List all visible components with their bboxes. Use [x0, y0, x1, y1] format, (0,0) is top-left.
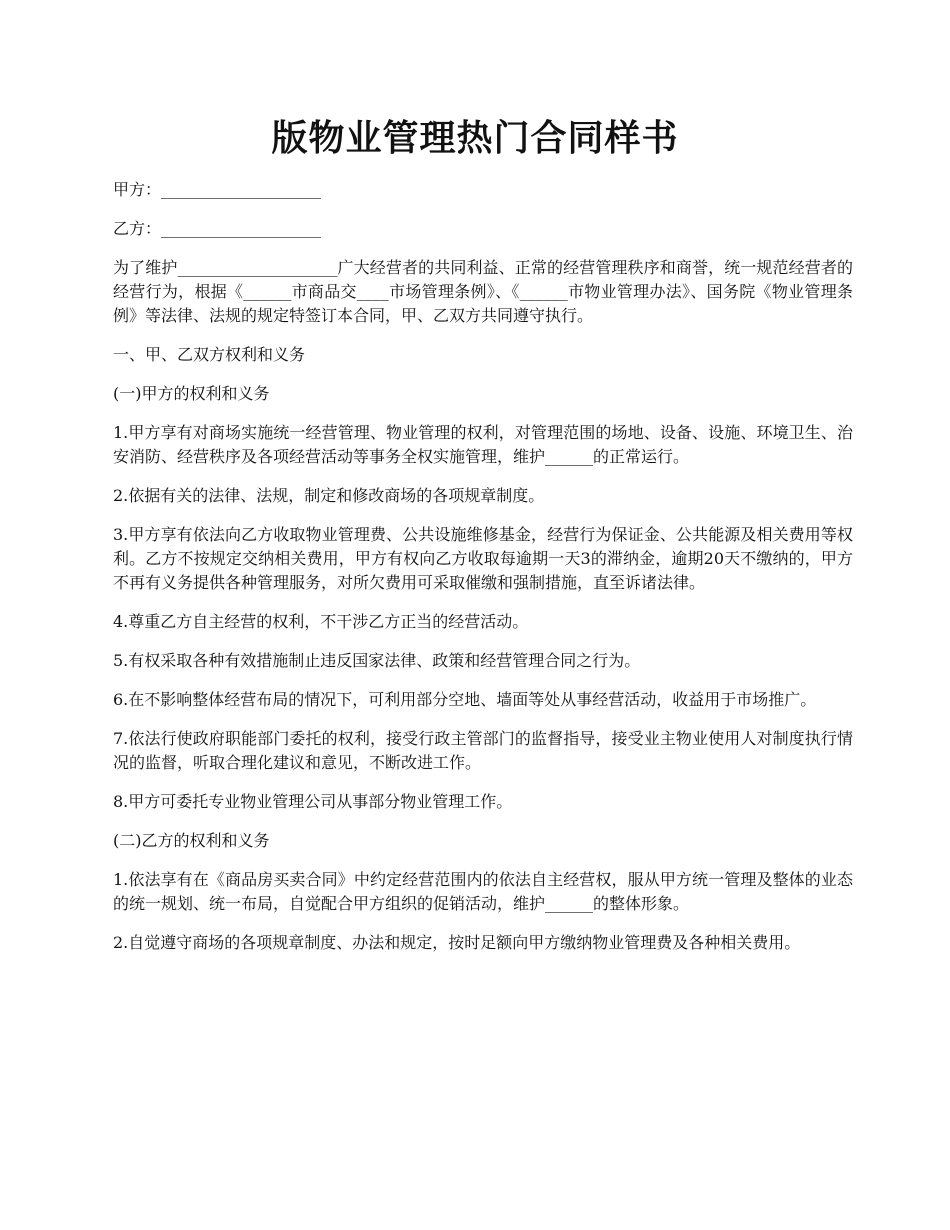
subsection-heading-party-a: (一)甲方的权利和义务 [113, 384, 270, 403]
document-title: 版物业管理热门合同样书 [271, 117, 679, 159]
party-a-line: 甲方：____________________ [113, 180, 322, 199]
clause-b-1: 1.依法享有在《商品房买卖合同》中约定经营范围内的依法自主经营权，服从甲方统一管理及整体的业态的统一规划、统一布局，自觉配合甲方组织的促销活动，维护______的整体形象。 [113, 870, 853, 913]
clause-a-4: 4.尊重乙方自主经营的权利，不干涉乙方正当的经营活动。 [113, 612, 529, 631]
clause-a-5: 5.有权采取各种有效措施制止违反国家法律、政策和经营管理合同之行为。 [113, 651, 641, 670]
clause-a-3: 3.甲方享有依法向乙方收取物业管理费、公共设施维修基金，经营行为保证金、公共能源及相关费用等权利。乙方不按规定交纳相关费用，甲方有权向乙方收取每逾期一天3的滞纳金，逾期20天不缴纳的，甲方不再有义务提供各种管理服务，对所欠费用可采取催缴和强制措施，直至诉诸法律。 [113, 525, 853, 592]
party-b-line: 乙方：____________________ [113, 219, 322, 238]
clause-b-2: 2.自觉遵守商场的各项规章制度、办法和规定，按时足额向甲方缴纳物业管理费及各种相关费用。 [113, 933, 801, 952]
clause-a-2: 2.依据有关的法律、法规，制定和修改商场的各项规章制度。 [113, 486, 545, 505]
clause-a-8: 8.甲方可委托专业物业管理公司从事部分物业管理工作。 [113, 792, 513, 811]
preamble-paragraph: 为了维护____________________广大经营者的共同利益、正常的经营管理秩序和商誉，统一规范经营者的经营行为，根据《______市商品交____市场管理条例》、《______市物业管理办法》、国务院《物业管理条例》等法律、法规的规定特签订本合同，甲、乙双方共同遵守执行。 [113, 258, 853, 325]
subsection-heading-party-b: (二)乙方的权利和义务 [113, 831, 270, 850]
section-heading-rights-obligations: 一、甲、乙双方权利和义务 [113, 345, 306, 364]
document-body [113, 178, 853, 970]
clause-a-6: 6.在不影响整体经营布局的情况下，可利用部分空地、墙面等处从事经营活动，收益用于市场推广。 [113, 690, 817, 709]
clause-a-7: 7.依法行使政府职能部门委托的权利，接受行政主管部门的监督指导，接受业主物业使用人对制度执行情况的监督，听取合理化建议和意见，不断改进工作。 [113, 729, 853, 772]
clause-a-1: 1.甲方享有对商场实施统一经营管理、物业管理的权利，对管理范围的场地、设备、设施、环境卫生、治安消防、经营秩序及各项经营活动等事务全权实施管理，维护______的正常运行。 [113, 423, 853, 466]
